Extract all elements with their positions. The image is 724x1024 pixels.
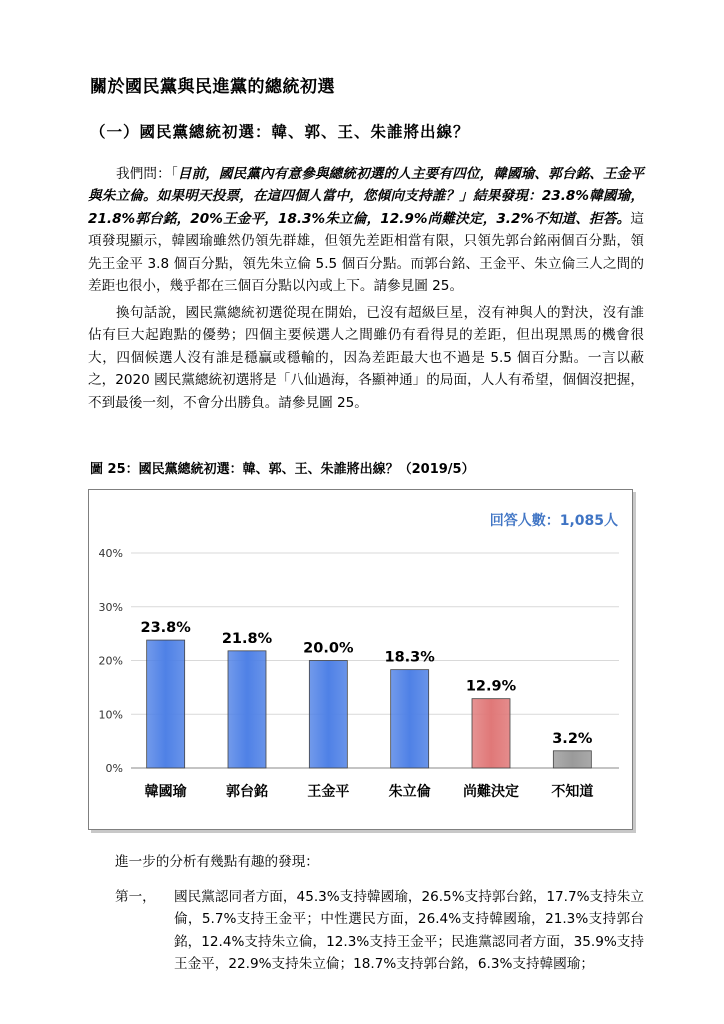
category-label: 郭台銘 — [226, 784, 268, 800]
bar — [147, 640, 185, 768]
subsection-heading: （一）國民黨總統初選：韓、郭、王、朱誰將出線？ — [90, 122, 470, 141]
chart-canvas — [89, 490, 632, 829]
category-label: 不知道 — [551, 784, 594, 800]
y-tick-label: 10% — [98, 708, 123, 722]
bar — [472, 699, 510, 768]
finding-1-text: 國民黨認同者方面，45.3%支持韓國瑜，26.5%支持郭台銘，17.7%支持朱立倫，5.7%支持王金平；中性選民方面，26.4%支持韓國瑜，21.3%支持郭台銘，12.4%支持朱立倫，12.3%支持王金平；民進黨認同者方面，35.9%支持王金平，22.9%支持朱立倫；18.7%支持郭台銘，6.3%支持韓國瑜； — [174, 889, 644, 973]
y-tick-label: 0% — [105, 762, 123, 775]
section-heading: 關於國民黨與民進黨的總統初選 — [90, 77, 335, 97]
paragraph-1-rest: 這項發現顯示，韓國瑜雖然仍領先群雄，但領先差距相當有限，只領先郭台銘兩個百分點，領先王金平 3.8 個百分點，領先朱立倫 5.5 個百分點。而郭台銘、王金平、朱立倫三人之間的差距也很小，幾乎都在三個百分點以內或上下。請參見圖 25。 — [88, 210, 644, 295]
paragraph-1-lead: 我們問：「 — [116, 166, 178, 182]
survey-question: 目前，國民黨內有意參與總統初選的人主要有四位，韓國瑜、郭台銘、王金平與朱立倫。如果明天投票，在這四個人當中，您傾向支持誰？」結果發現：23.8%韓國瑜，21.8%郭台銘，20%王金平，18.3%朱立倫，12.9%尚難決定，3.2%不知道、拒答。 — [88, 166, 644, 227]
paragraph-2: 換句話說，國民黨總統初選從現在開始，已沒有超級巨星，沒有神與人的對決，沒有誰佔有巨大起跑點的優勢；四個主要候選人之間雖仍有看得見的差距，但出現黑馬的機會很大，四個候選人沒有誰是穩贏或穩輸的，因為差距最大也不過是 5.5 個百分點。一言以蔽之，2020 國民黨總統初選將是「八仙過海，各顯神通」的局面，人人有希望，個個沒把握，不到最後一刻，不會分出勝負。請參見圖 25。 — [88, 305, 644, 411]
data-label: 3.2% — [552, 730, 593, 747]
data-label: 23.8% — [140, 620, 191, 637]
data-label: 20.0% — [303, 640, 354, 657]
category-label: 韓國瑜 — [144, 784, 187, 800]
bar — [553, 751, 591, 768]
bar — [391, 670, 429, 768]
category-label: 朱立倫 — [388, 784, 431, 800]
bar — [309, 661, 347, 769]
bar — [228, 651, 266, 768]
y-tick-label: 20% — [98, 654, 123, 668]
y-tick-label: 30% — [98, 600, 123, 614]
respondent-count: 回答人數：1,085人 — [489, 513, 618, 529]
data-label: 12.9% — [465, 678, 517, 695]
figure-caption: 圖 25：國民黨總統初選：韓、郭、王、朱誰將出線？（2019/5） — [90, 462, 475, 477]
analysis-intro: 進一步的分析有幾點有趣的發現： — [115, 854, 319, 870]
paragraph-1 — [88, 163, 644, 297]
y-tick-label: 40% — [98, 547, 123, 560]
data-label: 21.8% — [221, 630, 273, 647]
category-label: 尚難決定 — [463, 784, 519, 800]
category-label: 王金平 — [307, 784, 350, 800]
bar-chart — [88, 489, 633, 830]
finding-1-lead: 第一， — [115, 889, 156, 905]
data-label: 18.3% — [384, 649, 435, 666]
